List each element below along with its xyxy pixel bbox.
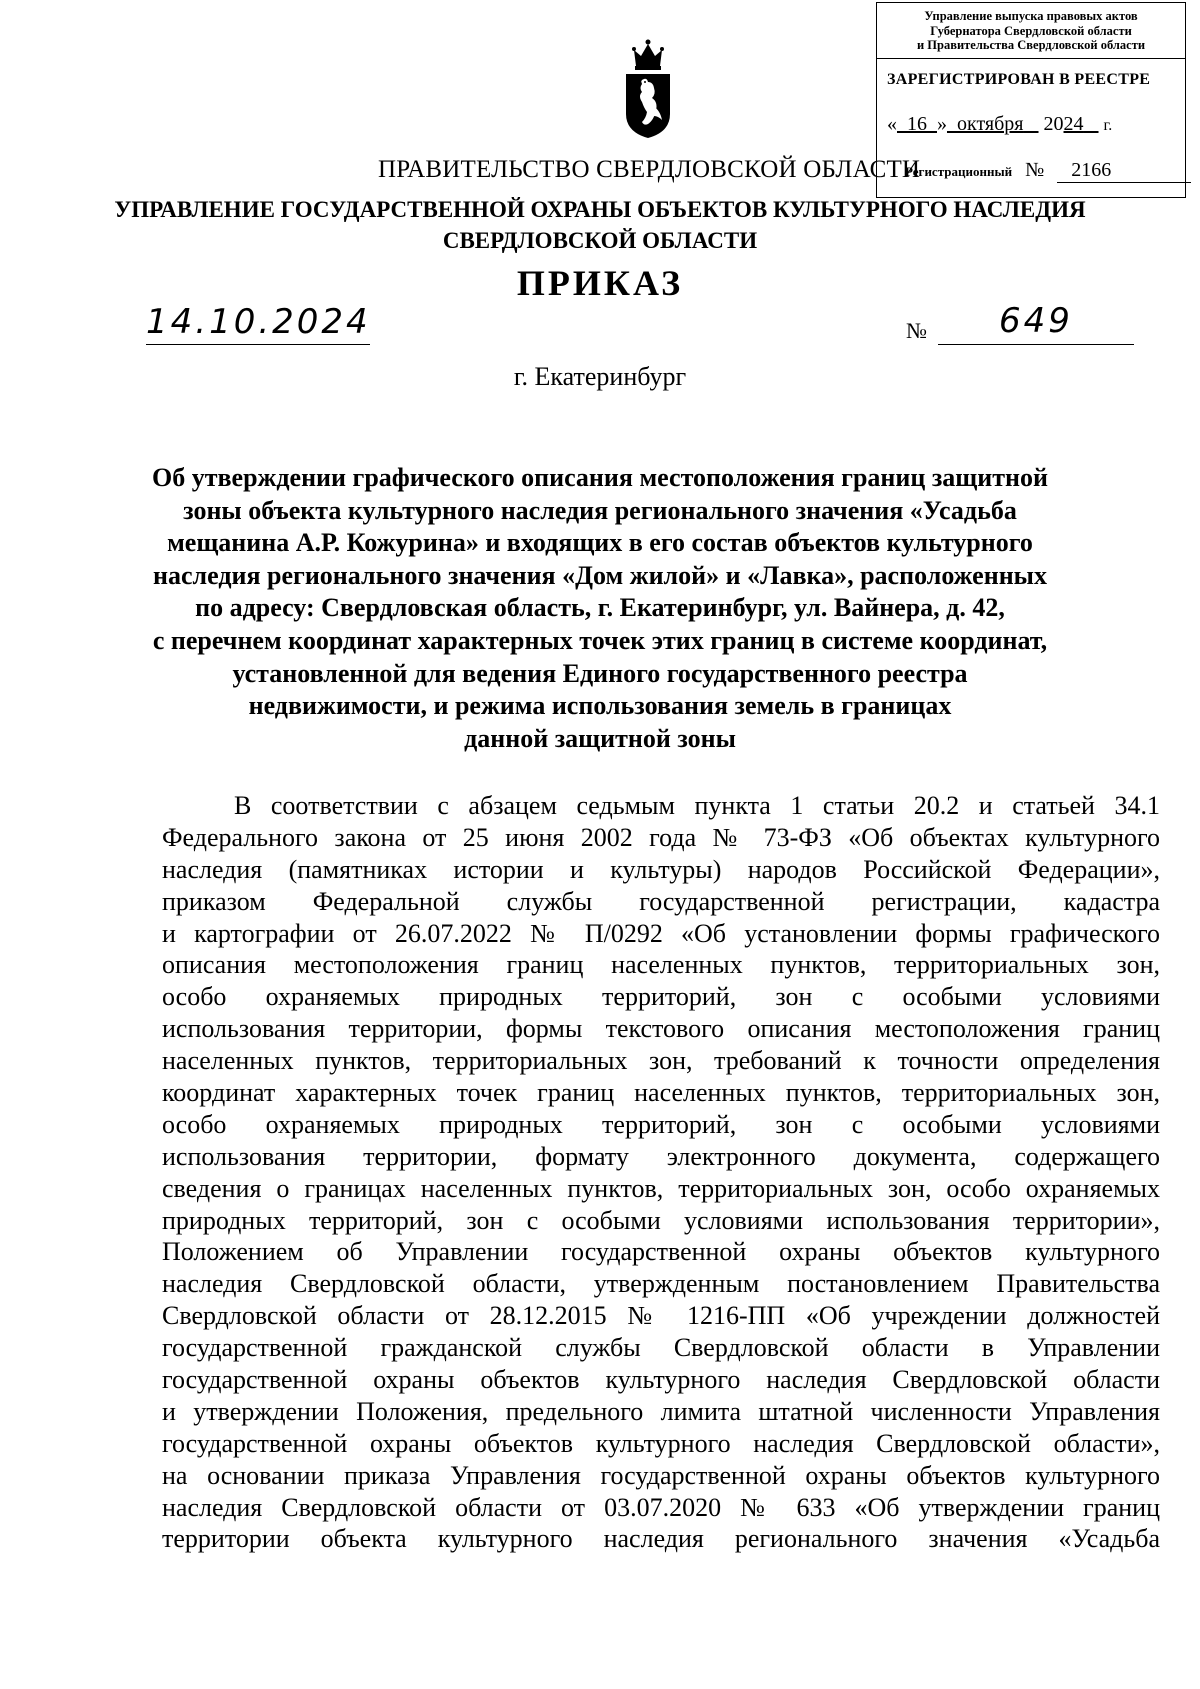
subject-line: зоны объекта культурного наследия регионального значения «Усадьба xyxy=(183,495,1017,525)
subject-line: данной защитной зоны xyxy=(464,723,736,753)
stamp-date-close-quote: » xyxy=(937,113,947,135)
body-line: Положением об Управлении государственной охраны объектов культурного xyxy=(162,1237,1160,1267)
body-line: Федерального закона от 25 июня 2002 года № 73-ФЗ «Об объектах культурного xyxy=(162,822,1160,852)
stamp-registered-label: ЗАРЕГИСТРИРОВАН В РЕЕСТРЕ xyxy=(887,71,1151,88)
government-title: ПРАВИТЕЛЬСТВО СВЕРДЛОВСКОЙ ОБЛАСТИ xyxy=(378,156,921,183)
department-title-line: СВЕРДЛОВСКОЙ ОБЛАСТИ xyxy=(442,228,758,253)
order-subject xyxy=(150,462,1050,755)
city-line: г. Екатеринбург xyxy=(513,362,687,391)
stamp-year-suffix: 24 xyxy=(1063,113,1084,135)
body-line: наследия Свердловской области от 03.07.2020 № 633 «Об утверждении границ xyxy=(162,1492,1160,1522)
stamp-number-sign: № xyxy=(1025,159,1045,181)
body-line: приказом Федеральной службы государственной регистрации, кадастра xyxy=(162,886,1160,916)
body-line: В соответствии с абзацем седьмым пункта 1 статьи 20.2 и статьей 34.1 xyxy=(234,791,1160,820)
stamp-date xyxy=(887,113,1112,136)
stamp-header-line: Управление выпуска правовых актов xyxy=(924,9,1138,23)
body-line: сведения о границах населенных пунктов, территориальных зон, особо охраняемых xyxy=(162,1173,1160,1203)
stamp-header-line: Губернатора Свердловской области xyxy=(930,23,1132,38)
body-line: на основании приказа Управления государственной охраны объектов культурного xyxy=(162,1460,1160,1490)
order-body-paragraph xyxy=(162,790,1160,1555)
registration-stamp xyxy=(876,2,1186,198)
body-line: и утверждении Положения, предельного лимита штатной численности Управления xyxy=(162,1396,1160,1426)
body-line: природных территорий, зон с особыми условиями использования территории», xyxy=(162,1205,1160,1235)
subject-line: мещанина А.Р. Кожурина» и входящих в его состав объектов культурного xyxy=(167,528,1033,558)
body-line: государственной охраны объектов культурного наследия Свердловской области xyxy=(162,1365,1160,1395)
stamp-header xyxy=(877,3,1185,59)
stamp-date-open-quote: « xyxy=(887,113,897,135)
body-line: наследия Свердловской области, утвержденным постановлением Правительства xyxy=(162,1269,1160,1299)
coat-of-arms-emblem xyxy=(620,36,676,140)
document-type-title: ПРИКАЗ xyxy=(516,263,684,303)
body-line: и картографии от 26.07.2022 № П/0292 «Об установлении формы графического xyxy=(162,918,1160,948)
body-line: особо охраняемых природных территорий, зон с особыми условиями xyxy=(162,982,1160,1012)
stamp-reg-number: 2166 xyxy=(1057,159,1191,183)
stamp-reg-number-row xyxy=(905,159,1191,183)
body-line: населенных пунктов, территориальных зон, требований к точности определения xyxy=(162,1046,1160,1076)
body-line: территории объекта культурного наследия регионального значения «Усадьба xyxy=(162,1524,1160,1554)
stamp-year-prefix: 20 xyxy=(1043,113,1064,135)
body-line: наследия (памятниках истории и культуры) народов Российской Федерации», xyxy=(162,854,1160,884)
body-line: описания местоположения границ населенных пунктов, территориальных зон, xyxy=(162,950,1160,980)
handwritten-order-number: 649 xyxy=(938,298,1134,345)
subject-line: наследия регионального значения «Дом жилой» и «Лавка», расположенных xyxy=(153,560,1047,590)
department-title-line: УПРАВЛЕНИЕ ГОСУДАРСТВЕННОЙ ОХРАНЫ ОБЪЕКТОВ КУЛЬТУРНОГО НАСЛЕДИЯ xyxy=(114,197,1086,222)
body-line: Свердловской области от 28.12.2015 № 1216-ПП «Об учреждении должностей xyxy=(162,1301,1160,1331)
body-line: государственной гражданской службы Свердловской области в Управлении xyxy=(162,1333,1160,1363)
subject-line: с перечнем координат характерных точек этих границ в системе координат, xyxy=(152,625,1048,655)
stamp-header-line: и Правительства Свердловской области xyxy=(916,38,1146,52)
subject-line: по адресу: Свердловская область, г. Екатеринбург, ул. Вайнера, д. 42, xyxy=(195,593,1005,623)
stamp-year-g: г. xyxy=(1103,117,1113,134)
body-line: использования территории, формату электронного документа, содержащего xyxy=(162,1141,1160,1171)
subject-line: недвижимости, и режима использования земель в границах xyxy=(248,691,952,721)
department-title xyxy=(0,194,1200,256)
handwritten-date: 14.10.2024 xyxy=(146,300,370,345)
body-line: государственной охраны объектов культурного наследия Свердловской области», xyxy=(162,1428,1160,1458)
body-line: координат характерных точек границ населенных пунктов, территориальных зон, xyxy=(162,1078,1160,1108)
body-line: использования территории, формы текстового описания местоположения границ xyxy=(162,1014,1160,1044)
body-line: особо охраняемых природных территорий, зон с особыми условиями xyxy=(162,1109,1160,1139)
subject-line: установленной для ведения Единого государственного реестра xyxy=(232,658,968,688)
stamp-day: 16 xyxy=(907,113,927,135)
stamp-reg-label: Регистрационный xyxy=(905,164,1013,179)
number-sign: № xyxy=(906,318,927,343)
subject-line: Об утверждении графического описания местоположения границ защитной xyxy=(152,463,1048,492)
stamp-month: октября xyxy=(957,113,1024,135)
